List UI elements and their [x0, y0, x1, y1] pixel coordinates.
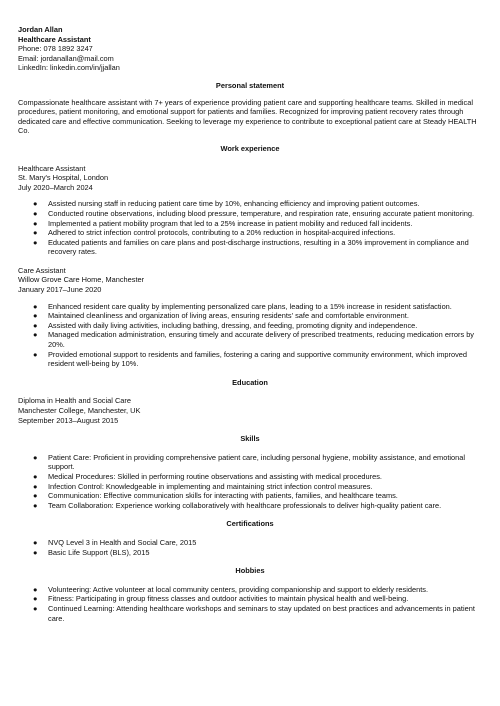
- hobbies-heading: Hobbies: [235, 566, 265, 576]
- list-item: ● Assisted nursing staff in reducing patient care time by 10%, enhancing efficiency and improving patient outcomes.: [33, 199, 420, 209]
- bullet-icon: ●: [33, 594, 38, 604]
- skills-section: [18, 434, 482, 510]
- bullet-icon: ●: [33, 199, 38, 209]
- job-role: Care Assistant: [18, 265, 66, 275]
- bullet-icon: ●: [33, 481, 38, 491]
- hobbies-section: [18, 566, 482, 623]
- skills-list: [18, 453, 482, 511]
- bullet-icon: ●: [33, 547, 38, 557]
- list-item: ● Communication: Effective communication skills for interacting with patients, families, and healthcare teams.: [33, 491, 398, 501]
- bullet-icon: ●: [33, 218, 38, 228]
- list-item: ● Medical Procedures: Skilled in performing routine observations and assisting with medical procedures.: [33, 471, 382, 481]
- bullet-icon: ●: [33, 349, 38, 359]
- job-bullets: [18, 199, 482, 257]
- job-dates: July 2020–March 2024: [18, 182, 93, 192]
- list-item: ● Team Collaboration: Experience working collaboratively with healthcare professionals to deliver high-quality patient care.: [33, 500, 442, 510]
- list-item: ● Conducted routine observations, including blood pressure, temperature, and respiration rate, ensuring accurate patient monitoring.: [33, 208, 475, 218]
- phone-line: Phone: 078 1892 3247: [18, 44, 93, 54]
- bullet-icon: ●: [33, 301, 38, 311]
- education-section: [18, 378, 482, 425]
- list-item: ● NVQ Level 3 in Health and Social Care, 2015: [33, 537, 197, 547]
- hobbies-list: [18, 585, 482, 623]
- list-item: ● Managed medication administration, ensuring timely and accurate delivery of prescribed treatments, reducing medication errors by 20%.: [33, 330, 474, 350]
- job-role: Healthcare Assistant: [18, 163, 86, 173]
- list-item: ● Basic Life Support (BLS), 2015: [33, 547, 150, 557]
- certifications-section: [18, 519, 482, 557]
- work-experience-heading: Work experience: [220, 143, 280, 153]
- candidate-name: Jordan Allan: [18, 25, 63, 34]
- bullet-icon: ●: [33, 584, 38, 594]
- candidate-title: Healthcare Assistant: [18, 34, 91, 44]
- certifications-list: [18, 538, 482, 557]
- bullet-icon: ●: [33, 311, 38, 321]
- list-item: ● Educated patients and families on care plans and post-discharge instructions, resulting in a 30% improvement in compliance and recovery rates.: [33, 237, 469, 257]
- certifications-heading: Certifications: [226, 519, 274, 529]
- list-item: ● Assisted with daily living activities, including bathing, dressing, and feeding, promoting dignity and independence.: [33, 320, 418, 330]
- education-entry: [18, 396, 482, 425]
- bullet-icon: ●: [33, 228, 38, 238]
- skills-heading: Skills: [240, 434, 260, 444]
- list-item: ● Provided emotional support to residents and families, fostering a caring and supportive community environment, which improved resident well-being by 10%.: [33, 349, 468, 369]
- linkedin-line: LinkedIn: linkedin.com/in/jjallan: [18, 63, 120, 73]
- personal-statement-text: Compassionate healthcare assistant with 7+ years of experience providing patient care and supporting healthcare teams. Skilled in medical procedures, patient monitoring, and emotional support for patients and families. Recognized for improving patient recovery rates through dedicated care and effective communication. Seeking to leverage my experience to contribute to exceptional patient care at Steady HEALTH Co.: [18, 97, 477, 136]
- education-heading: Education: [232, 377, 268, 387]
- bullet-icon: ●: [33, 320, 38, 330]
- education-dates: September 2013–August 2015: [18, 415, 119, 425]
- bullet-icon: ●: [33, 471, 38, 481]
- job-dates: January 2017–June 2020: [18, 285, 102, 295]
- job-bullets: [18, 302, 482, 369]
- personal-statement-section: [18, 81, 482, 136]
- job-employer: St. Mary's Hospital, London: [18, 173, 109, 183]
- bullet-icon: ●: [33, 603, 38, 613]
- bullet-icon: ●: [33, 237, 38, 247]
- list-item: ● Patient Care: Proficient in providing comprehensive patient care, including personal hygiene, mobility assistance, and emotional support.: [33, 452, 465, 472]
- bullet-icon: ●: [33, 330, 38, 340]
- job-entry-1: [18, 164, 482, 257]
- bullet-icon: ●: [33, 452, 38, 462]
- job-employer: Willow Grove Care Home, Manchester: [18, 275, 145, 285]
- personal-statement-heading: Personal statement: [215, 80, 285, 90]
- contact-header: [18, 25, 482, 73]
- email-line: Email: jordanallan@mail.com: [18, 53, 114, 63]
- list-item: ● Continued Learning: Attending healthcare workshops and seminars to stay updated on best practices and advancements in patient care.: [33, 603, 475, 623]
- bullet-icon: ●: [33, 491, 38, 501]
- job-entry-2: [18, 266, 482, 369]
- list-item: ● Fitness: Participating in group fitness classes and outdoor activities to maintain physical health and well-being.: [33, 594, 409, 604]
- bullet-icon: ●: [33, 537, 38, 547]
- list-item: ● Infection Control: Knowledgeable in implementing and maintaining strict infection control measures.: [33, 481, 373, 491]
- list-item: ● Enhanced resident care quality by implementing personalized care plans, leading to a 15% increase in resident satisfaction.: [33, 301, 452, 311]
- list-item: ● Maintained cleanliness and organization of living areas, ensuring residents' safe and comfortable environment.: [33, 311, 409, 321]
- work-experience-section: [18, 144, 482, 369]
- list-item: ● Implemented a patient mobility program that led to a 25% increase in patient mobility and reduced fall incidents.: [33, 218, 413, 228]
- education-school: Manchester College, Manchester, UK: [18, 406, 141, 415]
- bullet-icon: ●: [33, 500, 38, 510]
- list-item: ● Adhered to strict infection control protocols, contributing to a 20% reduction in hospital-acquired infections.: [33, 228, 396, 238]
- list-item: ● Volunteering: Active volunteer at local community centers, providing companionship and support to elderly residents.: [33, 584, 429, 594]
- education-degree: Diploma in Health and Social Care: [18, 396, 131, 406]
- bullet-icon: ●: [33, 208, 38, 218]
